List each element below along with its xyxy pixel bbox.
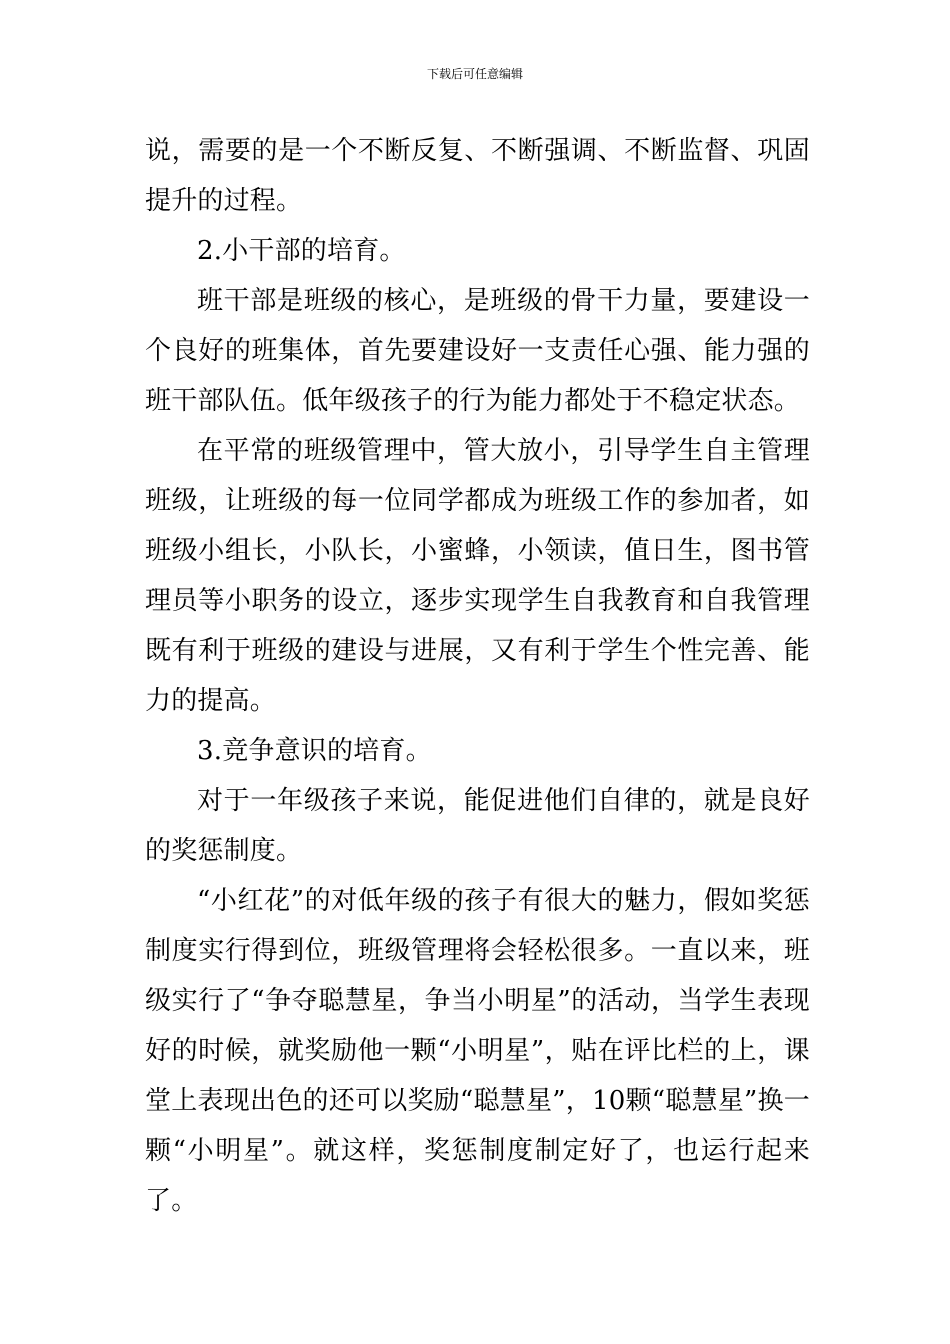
paragraph-reward-system: 对于一年级孩子来说，能促进他们自律的，就是良好的奖惩制度。 [145,786,810,866]
paragraph-class-management: 在平常的班级管理中，管大放小，引导学生自主管理班级，让班级的每一位同学都成为班级工作的参加者，如班级小组长，小队长，小蜜蜂，小领读，值日生，图书管理员等小职务的设立，逐步实现学生自我教育和自我管理既有利于班级的建设与进展，又有利于学生个性完善、能力的提高。 [145,436,810,716]
section-heading-competition: 3.竞争意识的培育。 [197,736,432,766]
page-header-note: 下载后可任意编辑 [426,67,523,81]
paragraph-class-cadre: 班干部是班级的核心，是班级的骨干力量，要建设一个良好的班集体，首先要建设好一支责任心强、能力强的班干部队伍。低年级孩子的行为能力都处于不稳定状态。 [145,286,810,416]
document-body [145,126,810,1226]
paragraph-continuation: 说，需要的是一个不断反复、不断强调、不断监督、巩固提升的过程。 [145,136,810,216]
paragraph-little-red-flower: “小红花”的对低年级的孩子有很大的魅力，假如奖惩制度实行得到位，班级管理将会轻松很多。一直以来，班级实行了“争夺聪慧星，争当小明星”的活动，当学生表现好的时候，就奖励他一颗“小明星”，贴在评比栏的上，课堂上表现出色的还可以奖励“聪慧星”，10颗“聪慧星”换一颗“小明星”。就这样，奖惩制度制定好了，也运行起来了。 [145,886,810,1216]
section-heading-cadre-training: 2.小干部的培育。 [197,236,406,266]
